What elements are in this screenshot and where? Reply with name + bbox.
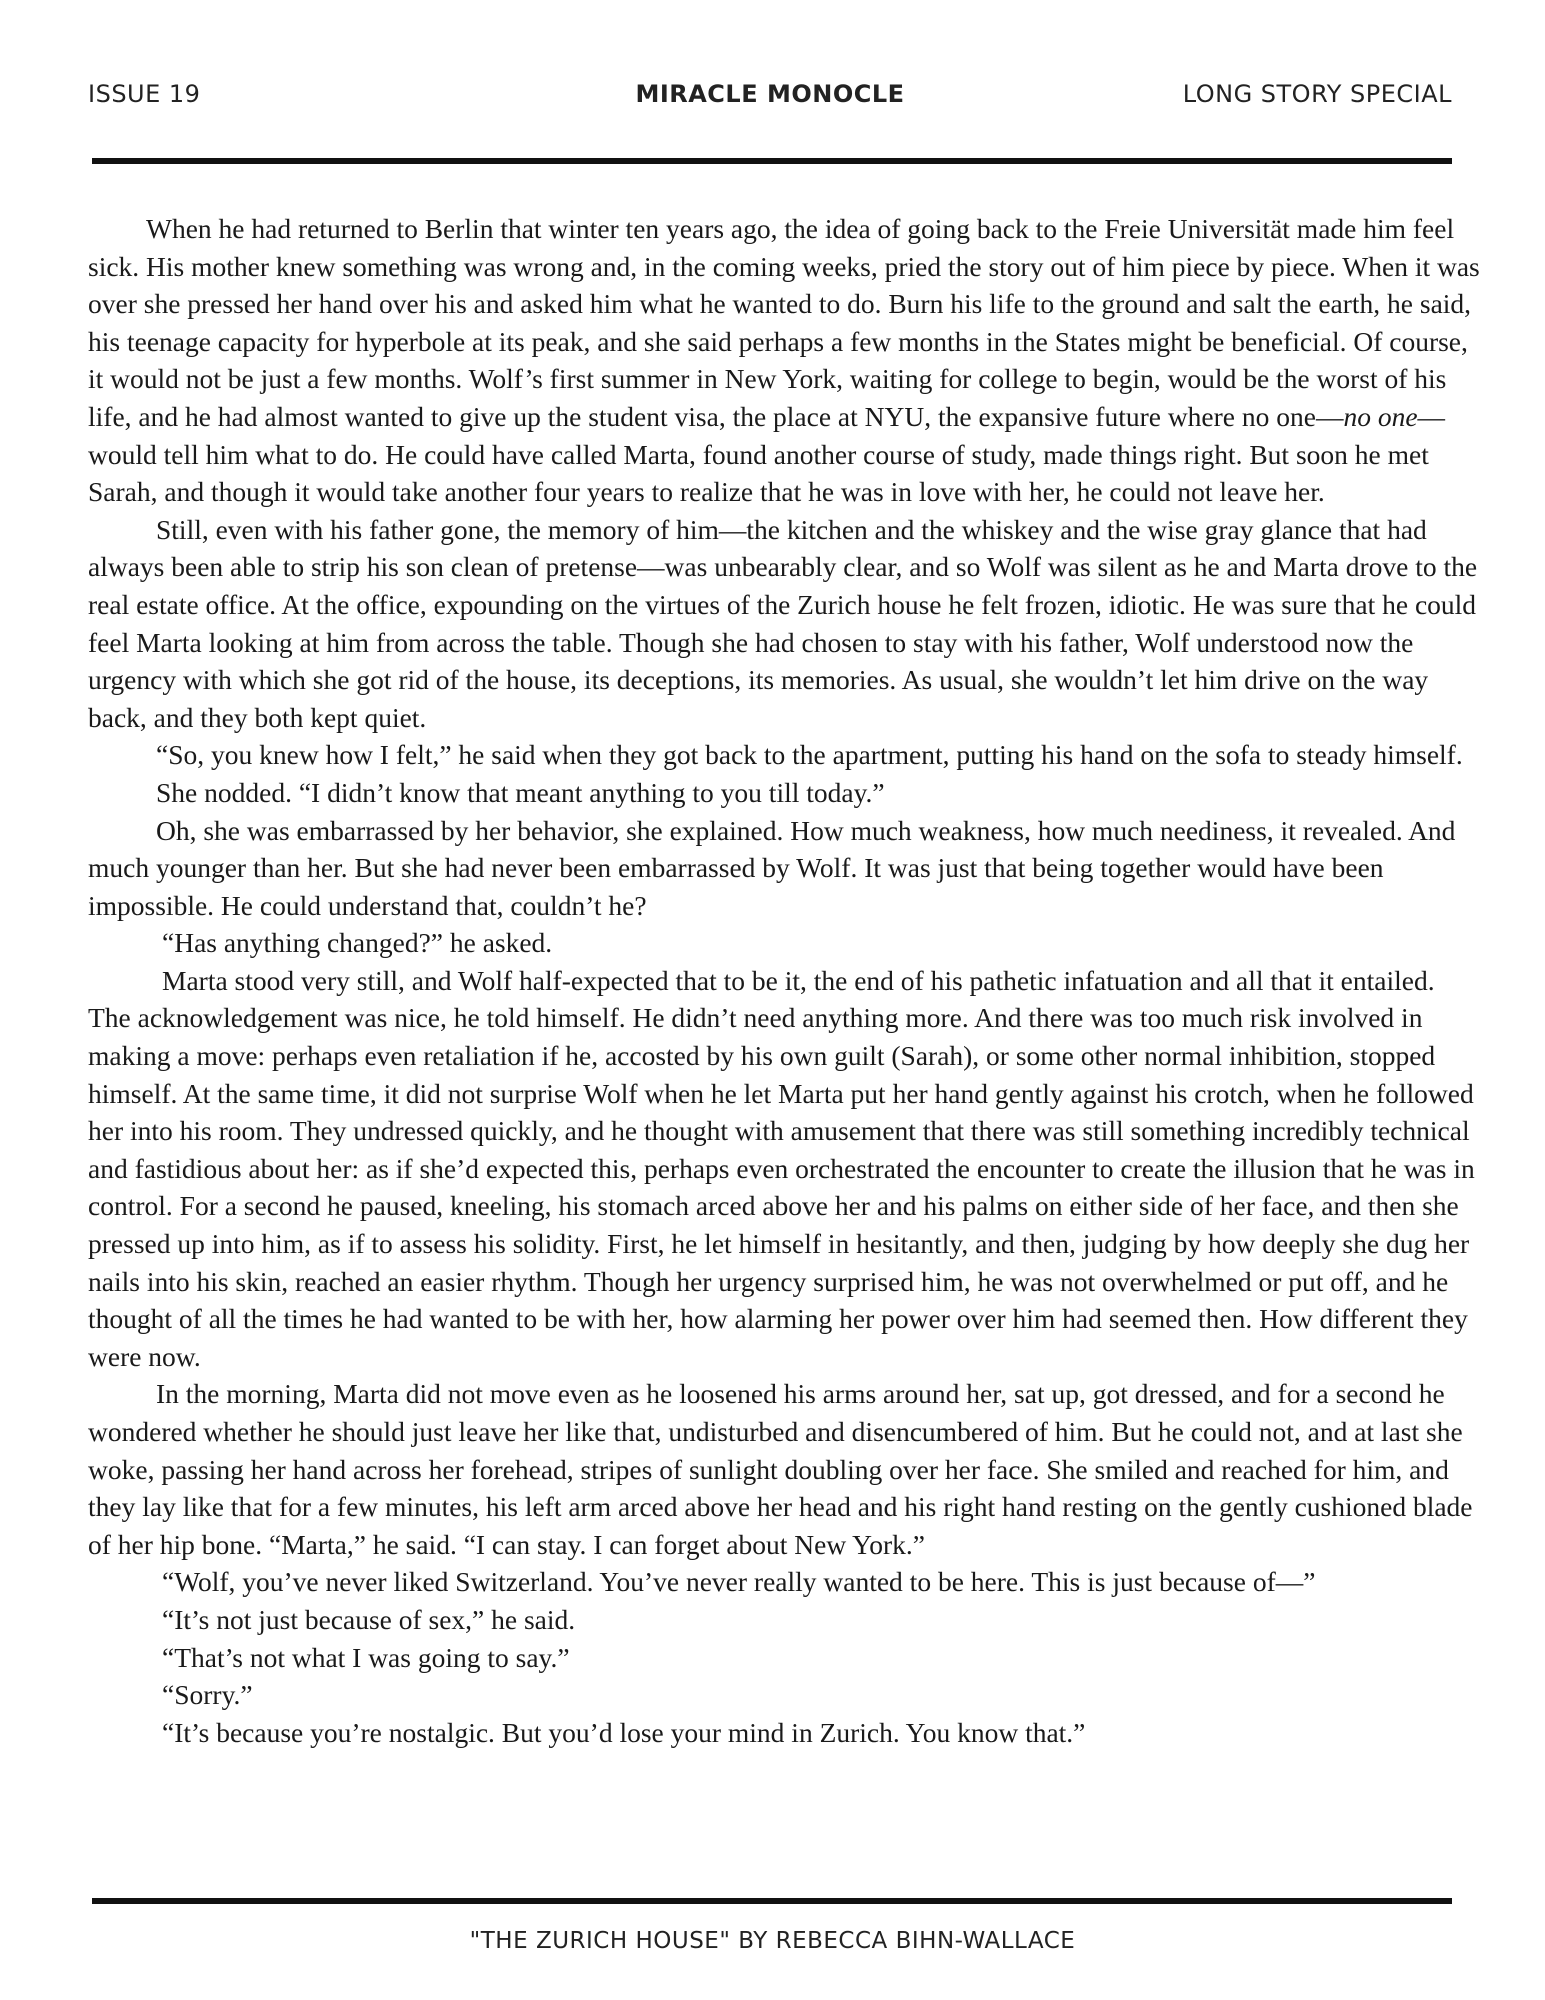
footer-divider <box>92 1898 1452 1904</box>
paragraph-text: When he had returned to Berlin that winter ten years ago, the idea of going back to the Freie Universität made him feel sick. His mother knew something was wrong and, in the coming weeks, pried the story out of him piece by piece. When it was over she pressed her hand over his and asked him what he wanted to do. Burn his life to the ground and salt the earth, he said, his teenage capacity for hyperbole at its peak, and she said perhaps a few months in the States might be beneficial. Of course, it would not be just a few months. Wolf’s first summer in New York, waiting for college to begin, would be the worst of his life, and he had almost wanted to give up the student visa, the place at NYU, the expansive future where no one— <box>88 213 1480 432</box>
story-credit: "THE ZURICH HOUSE" BY REBECCA BIHN-WALLACE <box>469 1928 1076 1954</box>
page-header <box>88 80 1452 116</box>
paragraph: Oh, she was embarrassed by her behavior, she explained. How much weakness, how much neediness, it revealed. And much younger than her. But she had never been embarrassed by Wolf. It was just that being together would have been impossible. He could understand that, couldn’t he? <box>88 814 1456 921</box>
paragraph: “So, you knew how I felt,” he said when they got back to the apartment, putting his hand on the sofa to steady himself. <box>156 739 1463 771</box>
header-divider <box>92 158 1452 164</box>
emphasis-text: no one <box>1343 400 1418 432</box>
paragraph: “Has anything changed?” he asked. <box>162 927 553 959</box>
paragraph: “It’s not just because of sex,” he said. <box>162 1603 576 1635</box>
paragraph-text: —would tell him what to do. He could have called Marta, found another course of study, made things right. But soon he met Sarah, and though it would take another four years to realize that he was in love with her, he could not leave her. <box>88 400 1446 508</box>
magazine-title: MIRACLE MONOCLE <box>635 80 905 108</box>
paragraph: Marta stood very still, and Wolf half-expected that to be it, the end of his pathetic infatuation and all that it entailed. The acknowledgement was nice, he told himself. He didn’t need anything more. And there was too much risk involved in making a move: perhaps even retaliation if he, accosted by his own guilt (Sarah), or some other normal inhibition, stopped himself. At the same time, it did not surprise Wolf when he let Marta put her hand gently against his crotch, when he followed her into his room. They undressed quickly, and he thought with amusement that there was still something incredibly technical and fastidious about her: as if she’d expected this, perhaps even orchestrated the encounter to create the illusion that he was in control. For a second he paused, kneeling, his stomach arced above her and his palms on either side of her face, and then she pressed up into him, as if to assess his solidity. First, he let himself in hesitantly, and then, judging by how deeply she dug her nails into his skin, reached an easier rhythm. Though her urgency surprised him, he was not overwhelmed or put off, and he thought of all the times he had wanted to be with her, how alarming her power over him had seemed then. How different they were now. <box>88 964 1475 1372</box>
paragraph: She nodded. “I didn’t know that meant anything to you till today.” <box>156 776 885 808</box>
paragraph: “It’s because you’re nostalgic. But you’d lose your mind in Zurich. You know that.” <box>162 1716 1086 1748</box>
story-body <box>88 210 1483 1751</box>
paragraph: Still, even with his father gone, the memory of him—the kitchen and the whiskey and the wise gray glance that had always been able to strip his son clean of pretense—was unbearably clear, and so Wolf was silent as he and Marta drove to the real estate office. At the office, expounding on the virtues of the Zurich house he felt frozen, idiotic. He was sure that he could feel Marta looking at him from across the table. Though she had chosen to stay with his father, Wolf understood now the urgency with which she got rid of the house, its deceptions, its memories. As usual, she wouldn’t let him drive on the way back, and they both kept quiet. <box>88 513 1478 733</box>
section-label: LONG STORY SPECIAL <box>1182 80 1452 108</box>
paragraph: “That’s not what I was going to say.” <box>162 1641 570 1673</box>
paragraph: In the morning, Marta did not move even as he loosened his arms around her, sat up, got dressed, and for a second he wondered whether he should just leave her like that, undisturbed and disencumbered of him. But he could not, and at last she woke, passing her hand across her forehead, stripes of sunlight doubling over her face. She smiled and reached for him, and they lay like that for a few minutes, his left arm arced above her head and his right hand resting on the gently cushioned blade of her hip bone. “Marta,” he said. “I can stay. I can forget about New York.” <box>88 1378 1473 1560</box>
paragraph: “Sorry.” <box>162 1679 253 1711</box>
paragraph <box>88 210 1483 511</box>
paragraph: “Wolf, you’ve never liked Switzerland. You’ve never really wanted to be here. This is just because of—” <box>162 1566 1316 1598</box>
issue-number: ISSUE 19 <box>88 80 201 108</box>
